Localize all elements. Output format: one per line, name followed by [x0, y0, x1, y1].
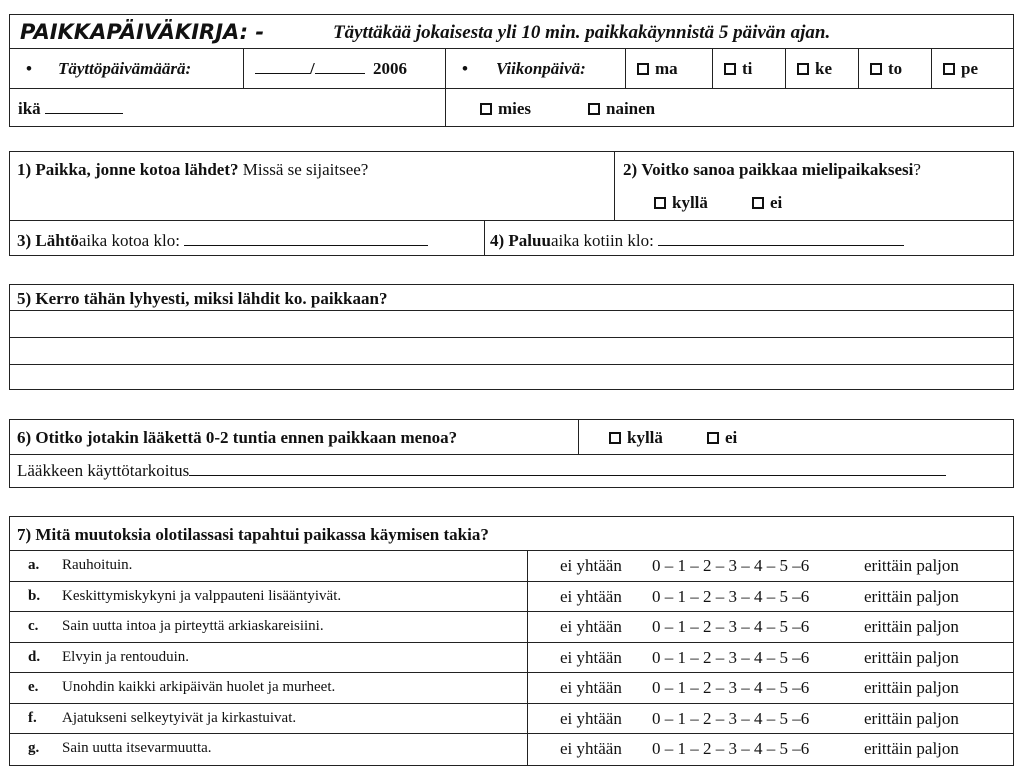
q7-item-letter: e.	[28, 679, 39, 695]
q7-label: 7) Mitä muutoksia olotilassasi tapahtui paikassa käymisen takia?	[17, 525, 489, 544]
q7-scale-low-label: ei yhtään	[560, 739, 622, 758]
q7-item-row	[0, 550, 1024, 581]
q7-scale-low-label: ei yhtään	[560, 647, 622, 667]
q7-item-text: Unohdin kaikki arkipäivän huolet ja murheet.	[62, 679, 336, 695]
date-year: 2006	[372, 59, 407, 78]
weekday-label: Viikonpäivä:	[496, 59, 586, 78]
q7-item-row	[0, 733, 1024, 764]
q7-scale-high-label: erittäin paljon	[864, 647, 959, 667]
header-vline-7	[931, 48, 932, 88]
age-label: ikä	[18, 99, 41, 118]
q2-label: 2) Voitko sanoa paikkaa mielipaikaksesi?	[623, 160, 921, 179]
form-subtitle: Täyttäkää jokaisesta yli 10 min. paikkakäynnistä 5 päivän ajan.	[333, 22, 831, 43]
q5-answer-line-2[interactable]	[10, 339, 1013, 363]
q6-label: 6) Otitko jotakin lääkettä 0-2 tuntia ennen paikkaan menoa?	[17, 428, 458, 447]
q6-divider	[9, 454, 1014, 455]
checkbox-icon	[724, 63, 736, 75]
q7-item-text: Sain uutta itsevarmuutta.	[62, 740, 212, 756]
header-vline-3	[625, 48, 626, 88]
date-label: Täyttöpäivämäärä:	[58, 59, 192, 78]
q7-item-text: Ajatukseni selkeytyivät ja kirkastuivat.	[62, 709, 297, 726]
checkbox-icon	[943, 63, 955, 75]
q6-kylla-checkbox[interactable]: kyllä	[609, 429, 663, 446]
q7-item-row	[0, 703, 1024, 734]
checkbox-icon	[654, 197, 666, 209]
q7-rating-scale[interactable]: 0 – 1 – 2 – 3 – 4 – 5 –6	[652, 678, 810, 697]
q7-scale-high-label: erittäin paljon	[864, 556, 959, 575]
header-divider-1	[9, 48, 1014, 49]
q7-item-letter: f.	[28, 709, 37, 726]
weekday-ti-checkbox[interactable]: ti	[724, 60, 752, 77]
weekday-ke-checkbox[interactable]: ke	[797, 60, 832, 77]
checkbox-icon	[752, 197, 764, 209]
q7-scale-high-label: erittäin paljon	[864, 739, 959, 758]
q5-answer-line-3[interactable]	[10, 366, 1013, 389]
q7-item-row	[0, 581, 1024, 612]
weekday-bullet: •	[462, 59, 468, 78]
date-bullet: •	[26, 59, 32, 78]
q7-item-text: Keskittymiskykyni ja valppauteni lisääntyivät.	[62, 587, 342, 604]
form-title: PAIKKAPÄIVÄKIRJA: -	[20, 20, 265, 44]
q7-item-letter: b.	[28, 587, 41, 604]
header-divider-2	[9, 88, 1014, 89]
q7-rating-scale[interactable]: 0 – 1 – 2 – 3 – 4 – 5 –6	[652, 617, 810, 636]
q3-field[interactable]: 3) Lähtöaika kotoa klo:	[17, 232, 428, 249]
q4-field[interactable]: 4) Paluuaika kotiin klo:	[490, 232, 904, 249]
header-vline-2	[445, 48, 446, 127]
q7-scale-low-label: ei yhtään	[560, 678, 622, 697]
checkbox-icon	[588, 103, 600, 115]
q7-scale-high-label: erittäin paljon	[864, 708, 959, 728]
q2-ei-checkbox[interactable]: ei	[752, 194, 782, 211]
q7-item-letter: c.	[28, 618, 39, 634]
q7-scale-low-label: ei yhtään	[560, 708, 622, 728]
q6-ei-checkbox[interactable]: ei	[707, 429, 737, 446]
q5-answer-line-1[interactable]	[10, 312, 1013, 336]
q7-item-text: Rauhoituin.	[62, 557, 133, 573]
header-vline-1	[243, 48, 244, 88]
medicine-purpose-field[interactable]	[17, 462, 946, 479]
q1-q2-divider	[614, 151, 615, 220]
gender-nainen-checkbox[interactable]: nainen	[588, 100, 655, 117]
checkbox-icon	[609, 432, 621, 444]
q7-scale-low-label: ei yhtään	[560, 556, 622, 575]
header-vline-6	[858, 48, 859, 88]
q7-scale-low-label: ei yhtään	[560, 586, 622, 606]
q7-item-letter: g.	[28, 740, 40, 756]
weekday-to-checkbox[interactable]: to	[870, 60, 902, 77]
q7-rating-scale[interactable]: 0 – 1 – 2 – 3 – 4 – 5 –6	[652, 647, 810, 667]
age-field[interactable]	[18, 100, 123, 117]
q5-line-1	[9, 310, 1014, 311]
q-divider	[9, 220, 1014, 221]
q7-rating-scale[interactable]: 0 – 1 – 2 – 3 – 4 – 5 –6	[652, 556, 810, 575]
q7-scale-high-label: erittäin paljon	[864, 586, 959, 606]
weekday-pe-checkbox[interactable]: pe	[943, 60, 978, 77]
q7-scale-high-label: erittäin paljon	[864, 617, 959, 636]
q7-rating-scale[interactable]: 0 – 1 – 2 – 3 – 4 – 5 –6	[652, 739, 810, 758]
q7-item-text: Elvyin ja rentouduin.	[62, 648, 190, 665]
q7-scale-low-label: ei yhtään	[560, 617, 622, 636]
weekday-ma-checkbox[interactable]: ma	[637, 60, 678, 77]
checkbox-icon	[707, 432, 719, 444]
q7-item-letter: d.	[28, 648, 41, 665]
header-vline-5	[785, 48, 786, 88]
q7-item-letter: a.	[28, 557, 40, 573]
q7-item-row	[0, 611, 1024, 642]
date-field[interactable]	[255, 60, 407, 77]
q7-item-row	[0, 672, 1024, 703]
checkbox-icon	[637, 63, 649, 75]
checkbox-icon	[797, 63, 809, 75]
q7-scale-high-label: erittäin paljon	[864, 678, 959, 697]
date-separator: /	[310, 59, 315, 78]
q1-label: 1) Paikka, jonne kotoa lähdet? Missä se sijaitsee?	[17, 160, 369, 179]
medicine-purpose-label: Lääkkeen käyttötarkoitus	[17, 461, 190, 480]
checkbox-icon	[870, 63, 882, 75]
checkbox-icon	[480, 103, 492, 115]
q3-q4-divider	[484, 220, 485, 256]
q2-kylla-checkbox[interactable]: kyllä	[654, 194, 708, 211]
q7-item-text: Sain uutta intoa ja pirteyttä arkiaskareisiini.	[62, 618, 324, 634]
q6-vline	[578, 419, 579, 454]
q7-rating-scale[interactable]: 0 – 1 – 2 – 3 – 4 – 5 –6	[652, 708, 810, 728]
q7-rating-scale[interactable]: 0 – 1 – 2 – 3 – 4 – 5 –6	[652, 586, 810, 606]
q7-item-row	[0, 642, 1024, 673]
gender-mies-checkbox[interactable]: mies	[480, 100, 531, 117]
q5-line-3	[9, 364, 1014, 365]
q5-label: 5) Kerro tähän lyhyesti, miksi lähdit ko. paikkaan?	[17, 289, 388, 308]
q5-line-2	[9, 337, 1014, 338]
header-vline-4	[712, 48, 713, 88]
